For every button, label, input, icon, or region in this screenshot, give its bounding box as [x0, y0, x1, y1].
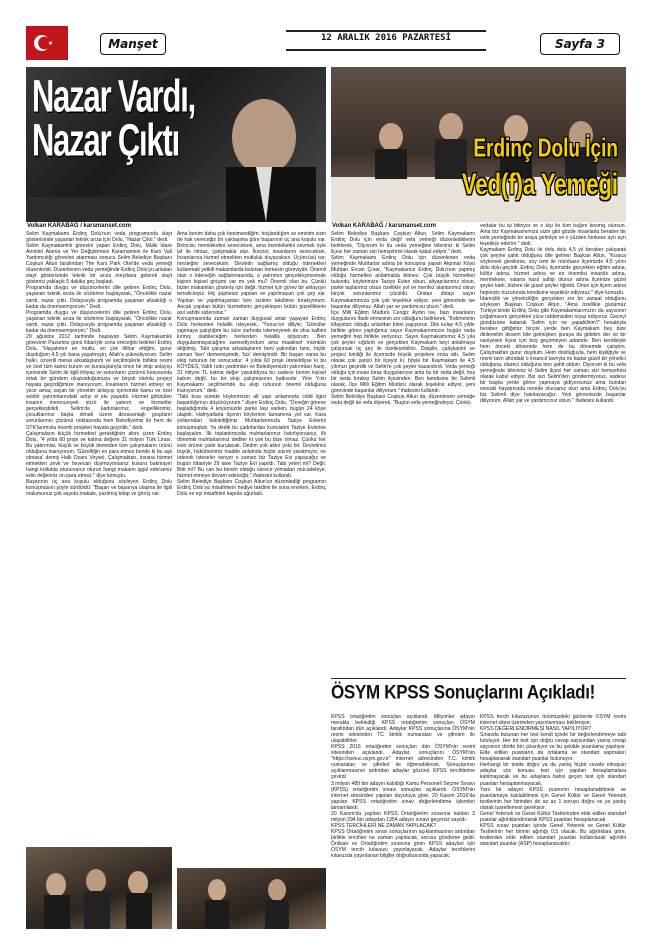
header-top-rule: [286, 30, 486, 32]
story1-bottom-photo: [26, 847, 172, 929]
story1-column2: Ama benim daha çok benimsediğim, hoşlandığım ve eminim sizin de hak vereceğiz bir yaklaşıma göre başarının üç ana koşulu var. Birincisi; memleketini seveceksin, ama memleketini sevmek öyle laf ile olmaz, çalışmakla olur. İkincisi; insanlarını seveceksin. İnsanlarına hizmet etmekten mutluluk duyacaksın. Üçüncüsü ise; mesleğini seveceksin. Devletin sağlamış olduğu ödenekleri kullanmak yetkili makamlarda bulunan herkesin göreviydir. Önemli olan o ödeneğin sağlanmasında, o yatırımın gerçekleşmesinde kişinin kişisel girişimi var mı yok mu? Önemli olan bu. Çünkü bizler makamları gösteriş için değil, hizmet için görev bir anlayışın temsilcisiyiz. Hiç şüphesiz yapılan ve yapılmayan çok şey var. Yapılan ve yapılmayanları ben sizlerin takdirine bırakıyorum. Ancak yapılan bütün hizmetlerin gerçekleşen bütün güzelliklerin asıl sahibi sizlersiniz." Konuşmasında zaman zaman duygusal anlar yaşayan Erdinç Dolu herkesten helallik isteyerek, "Yunus'un diliyle; 'Gönüller yapmaya çalıştığım bu süre zarfında istemeyerek de olsa kalbini kırmış olabileceğim herkesten helallik istiyorum. Ben duygulanmayacağımı zannediyordum ama maalesef mümkün değilmiş. Tabi çalışma arkadaşlarım beni yakından tanır, hiçbir zaman 'ben' dememişimdir, 'biz' demişimdir. Bir başarı varsa bu ekip ruhunun bir sonucudur. 4 yılda 60 proje üreteildiyse ki bu KÖYDES, Vakfı rutin yardımları ve Belediyemizin yatırımları hariç. 31 milyon TL katma değer yaratıldıysa bu sadece benim kişisel kabım değil, bu bir ekip çalışmasının katkısıdır. Yine Yılın Kaymakamı seçilmemde bu ekip ruhunun önemli olduğuna inanıyorum." dedi. "Tabi kısa sürede köylerimizin alt yapı anlamında ciddi ilgisi başardığımızı düşünüyorum." diyen Erdinç Dolu, "Örneğin göreve başladığımda 4 köyümüzde parke taşı varken, bugün 24 köye ulaştık. Hafriyatlarla ilçenin köylerinin tamamına yol var. Kara yollarından beklediğimiz Muhtarlarımızla Taziye Evlerini konuşmuştuk. Ya dedik bu çadırlardan kurtulalım Taziye Evlerine başlayalım. İlk toplantımızda muhtarlarımız hatırlıyorsanız, ilk dönemki muhtarlarımız dediler ki yok bu bize olmaz. Çünkü her evin önüne çadır kurulacak. Dedim yok aklın yolu bir. Devletimiz büyük, hükümetimiz madde anlamda hiçbir sıkıntı yaratmıyor, ne ödenek isteseler veriyor o zaman biz Taziye Evi yapacağız ve bugün itibariyle 29 tane Taziye Evi yapıldı. Tabi yeteri mi? Değil. Bitti mi? Bu can bu benim olduğu sürece yılmadan mücadeleye, hizmet etmeye devam edeceğiz." ifadesini kullandı. Selim Belediye Başkanı Coşkun Altun'un düzenlediği programın Erdinç Dolu'ya misafirlerin hediye takdimi ile sona ererken, Erdinç Dolu ve eşi misafirleri kapıda uğurladı.: [177, 231, 326, 498]
issue-date: 12 ARALIK 2016 PAZARTESİ: [320, 33, 452, 43]
story3-top-rule: [331, 678, 626, 679]
story1-credit: Volkan KARABAĞ / karsmanset.com: [27, 223, 131, 229]
story1-photo: [26, 67, 326, 222]
story1-headline-line2: Nazar Çıktı: [32, 115, 180, 166]
page-number: Sayfa 3: [540, 33, 620, 55]
story2-headline-line1: Erdinç Dolu İçin: [473, 135, 618, 164]
story1-column1: Selim Kaymakamı Erdinç Dolu'nun veda programında slayt gösterisinde yaşanan teknik arıza için Dolu, "Nazar Çıktı." dedi. Selim Kaymakamlık görevini yapan Erdinç Dolu, Mülki İdare Amirleri Atama ve Yer Değiştirmesi Kararnamesi ile Kars Vali Yardımcılığı görevine atanması sonucu Selim Belediye Başkanı Coşkun Altun tarafından The Kars Park Otel'de veda yemeği düzenlendi. Düzenlenen veda yemeğinde Erdinç Dolu'yu anlatan slayt gösterisinde teknik bir arıza meydana gelerek slayt gösterisi yaklaşık 5 dakika geç başladı. Programda duygu ve düşüncelerini dile getiren Erdinç Dolu, yaşanan teknik arıza ile sözlerine başlayarak, "Öncelikle nazar vardı, nazar çıktı. Dolayısıyla programda yaşanan aksaklığı o kadar da önemsemiyorum." Dedi. Programda duygu ve düşüncelerini dile getiren Erdinç Dolu, yaşanan teknik arıza ile sözlerine başlayarak, "Öncelikle nazar vardı, nazar çıktı. Dolayısıyla programda yaşanan aksaklığı o kadar da önemsemiyorum." Dedi. 29 ağustos 2012 tarihinde başlayan Selim Kaymakamlık görevinin Pazartesi günü itibariyle sona ereceğini belirten Erdinç Dolu, "Hayatımın en mutlu, en çok iftihar ettiğim, gurur duyduğum 4,5 yılı bana yaşatmıştır, Allah'a şükrediyorum. Selim halkı, özverili mesai arkadaşlarım ve seçilmişlerle birlikte resmi ve özel tüm kamu kurum ve kuruluşlarıyla önce bir ekip anlayışı içerisinde Selim ile ilgili ihtiyaç ve sorunların çözümü konusunda ortak bir gündem oluşturduğumuza ve birçok olumlu projeyi hayata geçirdiğimize inanıyorum. İnsanların hizmet etmeyi en yüce amaç sayan bir yönetim anlayışı içerisinde kamu ve özel sektör yatırımlarındaki artışı el ele yaşadık. Hizmet götürülen insanın memnuniyeti sözü ile yatırım ve hizmetler gerçekleştirildi. Selim'de kadınlarımız, engellilerimiz, çocuklarımız başta olmak üzere dezavantajlı grupların sorunlarının çözümü noktasında hem Belediyemiz ile hem de STK'larımızla önemli projeleri hayata geçirdik." dedi. Çalışmaların küçük hizmetleri gerektiğinin altını çizen Erdinç Dolu, "4 yılda 60 proje ve katma değere 31 milyon Türk Lirası. Bu yatırımlar, küçük ve büyük demeden tüm çalışmaların ürünü olduğuna inanıyorum. 'Güzelliğin en para etmez bende ki bu aşk olmasa' demiş Halk Ozanı Veysel. Çalışmaktan, insana hizmet etmekten zevk ve heyecan duymuyorsanız kusura bakmayın hangi koltukta oturursanız oturun hangi makamı işgal ederseniz edin değeriniz on para etmez." diye konuştu. Başarının üç ana koşulu olduğunu söyleyen Erdinç Dolu konuşmasını şöyle sürdürdü: "Başarı ve başarıya ulaşma ile ilgili malumunuz çok sayıda makale, yazılmış kitap ve görüş var.: [26, 231, 172, 498]
people-illustration: [26, 847, 172, 929]
crescent-star-icon: [26, 26, 68, 60]
story3-column1: KPSS ortaöğretim sonuçları açıklandı. Milyonlar adayın merakla beklediği KPSS ortaöğretim sonuçları ÖSYM tarafından dün açıklandı. Adaylar KPSS sonuçlarına ÖSYM'nin resmi sitesinden TC kimlik numaraları ve şifreleri ile ulaşabilirler. KPSS 2016 ortaöğretim sonuçları dün ÖSYM'nin resmi sitesinden açıklandı. Adaylar, sonuçlarını ÖSYM'nin "https://sonuc.osym.gov.tr" internet adresinden T.C. kimlik numaraları ve şifreleri ile öğrenebilecek. Sonuçlarının açıklanmasının ardından adaylar gözünü KPSS tercihlerine çevirdi. 3 milyon 489 bin adayın katıldığı Kamu Personeli Seçme Sınavı (KPSS) ortaöğretim sınavı sonuçları açıklandı. ÖSYM'nin internet sitesinden yapılan duyuruya göre, 20 Kasım 2016'da yapılan KPSS ortaöğretim sınav değerlendirme işlemleri tamamlandı. 20 Kasım'da yapılan KPSS Ortaöğretim sınavına katılan 3 milyon 294 bin adaydan 1354 adayın sınavı geçersiz sayıldı. KPSS TERCİHLERİ NE ZAMAN YAPILACAK? KPSS Ortaöğretim sınav sonuçlarının açıklanmasının ardından birlikte tercihler ne zaman yapılacak, sorusu gündeme geldi. Önlisan ve Ortaöğretim sınavına giren KPSS adayları için ÖSYM tercih kılavuzu yayınlayacak. Adaylar tercihlerini kılavuzda yayınlanan bilgiler doğrultusunda yapacak.: [331, 714, 475, 860]
story2-headline-line2: Ved(f)a Yemeği: [461, 167, 618, 201]
flag-logo: [26, 26, 68, 60]
story3-column2: KPSS tercih kılavuzunun önümüzdeki günlerde ÖSYM resmi internet sitesi üzerinden yayınlanması bekleniyor. KPSS DEĞERLENDİRMESİ NASIL YAPILIYOR? Sınavda bulunan her test kendi içinde bir değerlendirmeye tabi tutuluyor. Her bir test için doğru cevap sayısından yanlış cevap sayısının dörtte biri çıkarılıyor ve bu şekilde puanlama yapılıyor. Elde edilen puanların da ortalama ve standart sapmaları hesaplanarak standart puanlar bulunuyor. Herhangi bir testte doğru ya da yanlış hiçbir cevabı olmayan adaylar söz konusu test için yapılan hesaplamalara katılmayacak ve bu adaylara bahsi geçen test için standart puanları hesaplanmayacak. Yani bir adayın KPSS puanının hesaplanabilmesi ve puanlamaya katılabilmesi için Genel Kültür ve Genel Yetenek testlerinin her birinden de az az 1 soruyu doğru ve ya yanlış olarak işaretlemesi gerekiyor. Genel Yetenek ve Genel Kültür Testlerinden elde edilen standart puanlar ağırlıklandırılarak KPSS puanları hesaplanacak. KPSS sınav puanları içinde Genel Yetenek ve Genel Kültür Testlerinin her birinin ağırlığı 0,5 olacak. Bu ağırlıklara göre, testlerden elde edilen standart puanlar kullanılarak ağırlıklı standart puanlar (ASP) hesaplanacaktır.: [480, 714, 626, 847]
story2-column2: vedalar bu işi bitiriyor ve o kişi ile tüm bağını kesmiş olursun. Ama biz Kaymakamımıza sizin gibi gözde insanlarla beraber bir vefa yemeğinde bir araya gelmişiz ve o yüzden herkese ayrı ayrı teşekkür ederim." dedi. Kaymakam Erdinç Dolu ile dolu dolu 4,5 yıl beraber çalışarak çok şeyine şahit olduğunu dile getiren Başkan Altun, "Kısaca söylemek gerekirse, soy ismi ile münhasır ilçemizde 4,5 yılını dolu dolu geçirdi. Erdinç Dolu, ilçemizde gerçekten eğitim adına, kültür adına, hizmet adına ve en önemlisi insanlık adına, memlekete, vatana nasıl sahip olunur adına ilçemize güzel şeyler kattı, bizlere de güzel şeyler öğretti. Onun için ilçem adına hepinizin huzurunda kendisine teşekkür ediyoruz." diye konuştu. İdarecilik ve yöneticiliğin gerçekten zor bir zanaat olduğunu söyleyen Başkan Coşkun Altun, "Ama özellikle günümüz Türkiye'sinde Erdinç Dolu gibi Kaymakamlarımızın da sayısının çoğalmasını gerçekten yüce rabbimizden niyaz ediyoruz. Geceyi gündüzüne katarak 'Selim için ne yapabilirim?' hesabıyla beraber gittiğimiz birçok yerde ben Kaymakam bey bize dinlenelim desem bile gelmişken şuraya da gidelim der ve bir saniyesini ilçesi için boş geçirmeyen adamdır. Ben kendisiyle hem önceki dönemde hem de bu dönemde çalıştım. Çalışmaktan gurur duydum. Hem dostluğuyla, hem kişiliğiyle ve resmi tavrı altındaki o insancıl tavrıyla ne kadar güzel bir yönetici olduğuna, idareci olduğuna ben şahit oldum. Diyorum ki bu vefa yemeğinde bileniniz ki Selim ilçesi her zaman sizi hemşehrisi olarak kabul ediyor. Biz sizi Selim'den göndermiyoruz, sadece bir başka yerde görev yapmaya gidiyorsunuz ama bundan sonraki hayatınızda nerede olursanız olun ama Erdinç Dolu'yu biz Selimli diye hatırlayacağız. Yeni görevinizde başarılar diliyorum, Allah yar ve yardımcınız olsun." ifadesini kullandı.: [480, 223, 626, 405]
story3-headline: ÖSYM KPSS Sonuçlarını Açıkladı!: [331, 681, 596, 703]
story2-column1: Selim Belediye Başkanı Coşkun Altun, Selim Kaymakamı Erdinç Dolu için veda değil vefa yemeği düzenlediklerini belirterek, "Diyorum ki bu veda yemeğine bileniniz ki Selim ilçesi her zaman sizi hemşehrisi olarak kabul ediyor." dedi. Selim Kaymakamı Erdinç Dolu için düzenlenen veda yemeğinde Muhtarlar adına bir konuşma yapan Akpınar Köyü Muhtarı Ercan Çınar, "Kaymakamız Erdinç Dolu'nun yapmış olduğu hizmetleri anlatmakla bitmez. Çok büyük hizmetleri bulundu, köylerimize Taziye Evleri olsun, altyapılarımız olsun, parke taşlarımız olsun özellikle yol ve menfez alanlarımız olsun birçok sorunlarımız çözüldü. Ondan dolayı sayın Kaymakamımıza çok çok teşekkür ediyor, yeni görevinde ise başarılar diliyoruz. Allah yar ve yardımcısı olsun." dedi. İlçe Milli Eğitim Müdürü Cengiz Aydın ise, bazı insanların duygularını ifade etmesinin zor olduğunu belirterek, "Kelimelerin kifayetsiz olduğu anlardan birini yaşıyoruz. Dile kolay 4,5 yıldır birlikte görev yaptığımız sayın Kaymakamımızın bugün veda yemeğini hep birlikte veriyoruz. Sayın Kaymakamımız 4,5 yıla çok şeyler sığdırdı ve gerçekten Kaymakam beyi anlatmaya çalışırsak üç şey ile özetleyebiliriz. Disiplin, çalışkanlık ve projeci kimliği ile ilçemizde büyük projelere imza attı. Selim olarak çok şanslı bir ilçeyiz ki, böyle bir Kaymakam ile 4,5 yılımızı geçirdik ve Selim'e çok şeyler kazandırdı. Veda yemeği olduğu için insan biraz duygulanıyor ama bu bir veda değil, hoş bir seda bırakıp Selim ilçesinden. Ben kendisine bir Selimli olarak, İlçe Milli Eğitim Müdürü olarak teşekkür ediyor, yeni görevinde başarılar diliyorum." ifadesini kullandı. Selim Belediye Başkanı Coşkun Altun da, düzenlenen yemeğe veda değil de vefa diyerek, "Bugün vefa yemeğindeyiz. Çünkü: [331, 231, 475, 407]
header-bottom-rule: [286, 49, 486, 51]
group-illustration: [177, 868, 326, 929]
story1-headline-line1: Nazar Vardı,: [32, 71, 196, 122]
story2-credit: Volkan KARABAĞ / karsmanset.com: [332, 223, 436, 229]
story2-photo: [331, 67, 626, 222]
story1-bottom-photo2: [177, 868, 326, 929]
section-label: Manşet: [100, 33, 166, 55]
